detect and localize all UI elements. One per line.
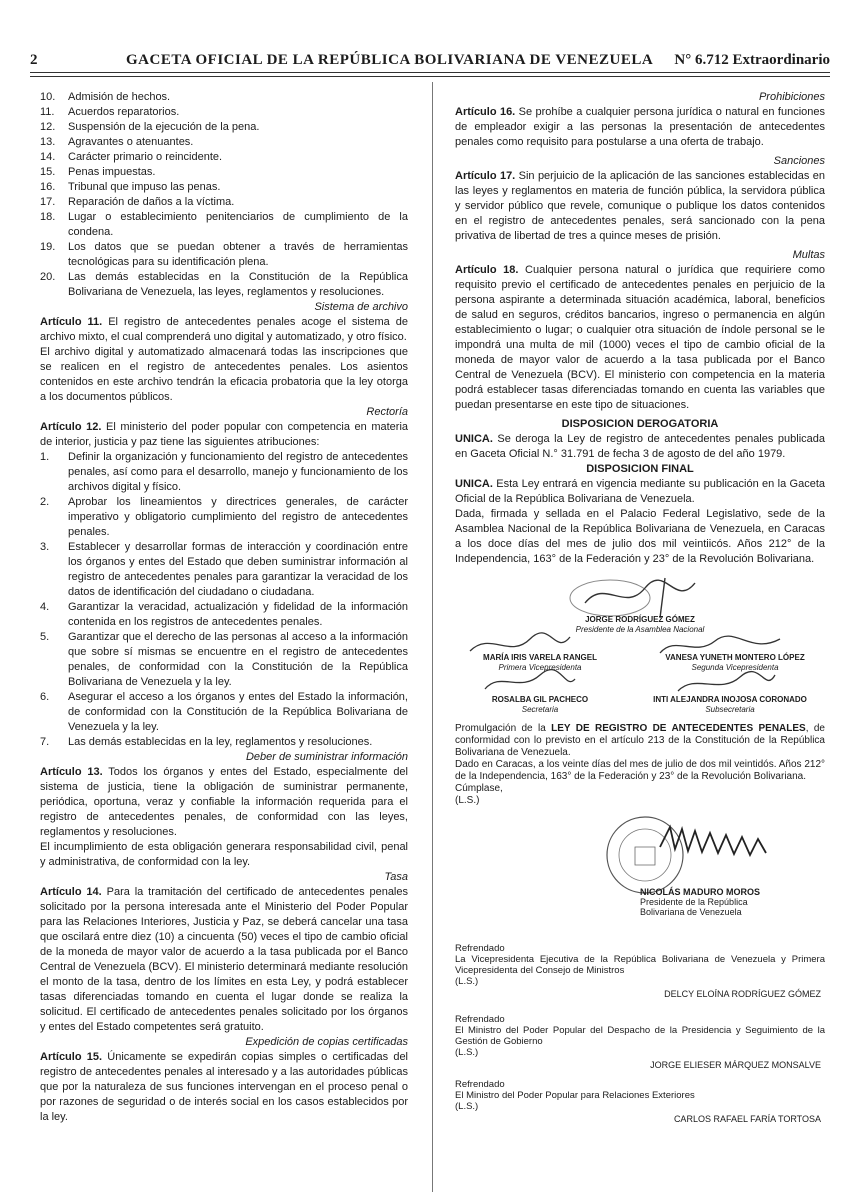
list-item-text: Admisión de hechos.	[68, 91, 171, 103]
section-heading: Expedición de copias certificadas	[245, 1036, 408, 1048]
list-item-text: Definir la organización y funcionamiento del registro de antecedentes penales, así como para el desarrollo, manejo y funcionamiento de los archivos digital y físico.	[68, 451, 408, 493]
assembly-signatures	[455, 573, 825, 723]
derogatory-title: DISPOSICION DEROGATORIA	[561, 418, 719, 430]
article-13: Artículo 13. Todos los órganos y entes del Estado, especialmente del sistema de justicia, tiene la obligación de suministrar permanente, periódica, oportuna, veraz y confiable la información requerida para el registro de antecedentes penales, de conformidad con las leyes, reglamentos y resoluciones.	[40, 766, 408, 838]
list-item-text: Suspensión de la ejecución de la pena.	[68, 121, 260, 133]
issue-number: N° 6.712 Extraordinario	[674, 52, 830, 68]
refrendado-label: Refrendado	[455, 1014, 505, 1025]
list-item	[40, 600, 408, 630]
refrendado-minister-presidency: El Ministro del Poder Popular del Despacho de la Presidencia y Seguimiento de la Gestión de Gobierno	[455, 1025, 825, 1047]
list-item-number: 11.	[40, 106, 55, 118]
list-item-text: Garantizar la veracidad, actualización y fidelidad de la información contenida en los registros de antecedentes penales.	[68, 601, 408, 628]
list-item	[40, 180, 408, 195]
seal-note: (L.S.)	[455, 1047, 479, 1058]
list-item-number: 6.	[40, 691, 50, 703]
signature-first-vp: MARÍA IRIS VARELA RANGEL Primera Vicepresidenta	[483, 653, 597, 672]
list-item-number: 5.	[40, 631, 50, 643]
list-item	[40, 270, 408, 300]
derogatory-provision: UNICA. Se deroga la Ley de registro de antecedentes penales publicada en Gaceta Oficial N.° 31.791 de fecha 3 de agosto de del año 1979.	[455, 433, 825, 460]
list-item-text: Las demás establecidas en la Constitución de la República Bolivariana de Venezuela, las leyes, reglamentos y resoluciones.	[68, 271, 408, 298]
list-item-text: Asegurar el acceso a los órganos y entes del Estado la información, de conformidad con la Constitución de la República Bolivariana de Venezuela y la ley.	[68, 691, 408, 733]
final-provision: UNICA. Esta Ley entrará en vigencia mediante su publicación en la Gaceta Oficial de la República Bolivariana de Venezuela.	[455, 478, 825, 505]
refrendado-vicepresident-name: DELCY ELOÍNA RODRÍGUEZ GÓMEZ	[664, 989, 821, 999]
list-item-text: Carácter primario o reincidente.	[68, 151, 223, 163]
header-rule	[30, 72, 830, 73]
seal-note: (L.S.)	[455, 795, 480, 806]
article-16: Artículo 16. Se prohíbe a cualquier persona jurídica o natural en funciones de empleador exigir a las personas la presentación de antecedentes penales como requisito para postularse a una oferta de trabajo.	[455, 106, 825, 148]
seal-note: (L.S.)	[455, 1101, 479, 1112]
signature-secretary: ROSALBA GIL PACHECO Secretaria	[491, 695, 589, 714]
gazette-title: GACETA OFICIAL DE LA REPÚBLICA BOLIVARIANA DE VENEZUELA	[126, 52, 654, 68]
article-11-paragraph: El archivo digital y automatizado almacenará todas las inscripciones que se realicen en el registro de antecedentes penales. Los asientos contenidos en este archivo tendrán la eficacia probatoria que la ley otorga a los documentos públicos.	[40, 346, 408, 403]
presidential-seal-icon	[600, 807, 820, 897]
list-item	[40, 540, 408, 600]
list-item-text: Penas impuestas.	[68, 166, 156, 178]
right-column	[455, 90, 825, 1127]
list-item	[40, 210, 408, 240]
section-heading: Sistema de archivo	[314, 301, 408, 313]
final-title: DISPOSICION FINAL	[586, 463, 694, 475]
section-heading: Tasa	[384, 871, 408, 883]
list-item-number: 16.	[40, 181, 56, 193]
signature-subsecretary: INTI ALEJANDRA INOJOSA CORONADO Subsecretaria	[653, 695, 807, 714]
section-heading: Prohibiciones	[758, 91, 825, 103]
list-item	[40, 735, 408, 750]
list-item-text: Acuerdos reparatorios.	[68, 106, 180, 118]
list-item-text: Lugar o establecimiento penitenciarios de cumplimiento de la condena.	[68, 211, 408, 238]
list-item-text: Las demás establecidas en la ley, reglamentos y resoluciones.	[68, 736, 373, 748]
list-item	[40, 630, 408, 690]
seal-note: (L.S.)	[455, 976, 479, 987]
list-item-number: 7.	[40, 736, 50, 748]
section-heading: Multas	[792, 249, 825, 261]
section-heading: Deber de suministrar información	[245, 751, 408, 763]
article-10-item-list	[40, 90, 408, 300]
list-item-text: Reparación de daños a la víctima.	[68, 196, 235, 208]
list-item-text: Establecer y desarrollar formas de interacción y coordinación entre los órganos y entes del Estado que deben suministrar información al registro de antecedentes penales para garantizar la veracidad de los datos de identificación del ciudadano o ciudadana.	[68, 541, 408, 598]
gazette-header	[30, 52, 830, 74]
refrendado-minister-presidency-name: JORGE ELIESER MÁRQUEZ MONSALVE	[650, 1060, 821, 1070]
section-heading: Sanciones	[773, 155, 825, 167]
section-heading: Rectoría	[366, 406, 408, 418]
list-item-number: 2.	[40, 496, 50, 508]
list-item	[40, 690, 408, 735]
list-item-number: 4.	[40, 601, 50, 613]
list-item-number: 18.	[40, 211, 56, 223]
list-item-number: 13.	[40, 136, 56, 148]
list-item	[40, 120, 408, 135]
cumplase: Cúmplase,	[455, 783, 503, 794]
signature-second-vp: VANESA YUNETH MONTERO LÓPEZ Segunda Vicepresidenta	[665, 653, 805, 672]
refrendado-label: Refrendado	[455, 1079, 505, 1090]
article-18: Artículo 18. Cualquier persona natural o jurídica que requiriere como requisito previo el certificado de antecedentes penales en perjuicio de la persona aspirante a determinada situación académica, laboral, beneficios de salud en seguros, créditos bancarios, ingreso o permanencia en algún establecimiento o lugar; o cualquier otra situación de índole personal se le impondrá una multa de mil (1000) veces el tipo de cambio oficial de la moneda de mayor valor de acuerdo a la tasa publicada por el Banco Central de Venezuela (BCV). El ministerio con competencia en la materia podrá establecer tasas diferenciadas tomando en cuenta las variables que puedan presentarse en este tipo de situaciones.	[455, 264, 825, 411]
list-item	[40, 495, 408, 540]
list-item	[40, 135, 408, 150]
list-item-number: 17.	[40, 196, 56, 208]
article-17: Artículo 17. Sin perjuicio de la aplicación de las sanciones establecidas en las leyes y reglamentos en materia de función pública, la servidora pública y servidor público que revele, comunique o publique los datos contenidos en el registro de antecedentes penales, será sancionado con la pena privativa de libertad de tres a quince meses de prisión.	[455, 170, 826, 242]
article-13-paragraph: El incumplimiento de esta obligación generara responsabilidad civil, penal y administrativa, de conformidad con la ley.	[40, 841, 408, 868]
list-item-number: 14.	[40, 151, 56, 163]
list-item	[40, 105, 408, 120]
list-item-number: 10.	[40, 91, 56, 103]
list-item-text: Agravantes o atenuantes.	[68, 136, 194, 148]
list-item-text: Los datos que se puedan obtener a través de herramientas tecnológicas para su identificación plena.	[68, 241, 408, 268]
article-15: Artículo 15. Únicamente se expedirán copias simples o certificadas del registro de antecedentes penales al interesado y a las autoridades públicas que por la naturaleza de sus funciones intervengan en el proceso penal o por razones de seguridad o de interés social en los casos establecidos por la ley.	[40, 1051, 409, 1123]
list-item	[40, 150, 408, 165]
list-item-number: 20.	[40, 271, 56, 283]
page-number: 2	[30, 52, 38, 68]
article-11: Artículo 11. El registro de antecedentes penales acoge el sistema de archivo mixto, el cual comprenderá uno digital y automatizado, y otro físico.	[40, 316, 409, 343]
president-signature	[455, 807, 825, 937]
signature-president-assembly: JORGE RODRÍGUEZ GÓMEZ Presidente de la Asamblea Nacional	[575, 615, 705, 634]
refrendado-minister-foreign-name: CARLOS RAFAEL FARÍA TORTOSA	[673, 1114, 821, 1124]
list-item-text: Garantizar que el derecho de las personas al acceso a la información que sobre sí mismas se encuentre en el registro de antecedentes penales, de conformidad con la Constitución de la República Bolivariana de Venezuela y la ley.	[68, 631, 408, 688]
article-12: Artículo 12. El ministerio del poder popular con competencia en materia de interior, justicia y paz tiene las siguientes atribuciones:	[40, 421, 409, 448]
president-name-block: NICOLÁS MADURO MOROS Presidente de la República Bolivariana de Venezuela	[640, 887, 760, 917]
list-item	[40, 240, 408, 270]
refrendado-vicepresident: La Vicepresidenta Ejecutiva de la República Bolivariana de Venezuela y Primera Vicepresidenta del Consejo de Ministros	[455, 954, 825, 976]
list-item	[40, 90, 408, 105]
list-item-number: 3.	[40, 541, 50, 553]
refrendado-minister-foreign: El Ministro del Poder Popular para Relaciones Exteriores	[455, 1090, 695, 1101]
header-rule-2	[30, 76, 830, 77]
list-item-number: 12.	[40, 121, 56, 133]
refrendado-label: Refrendado	[455, 943, 505, 954]
list-item	[40, 165, 408, 180]
list-item-number: 15.	[40, 166, 56, 178]
left-column	[40, 90, 408, 1125]
list-item-text: Tribunal que impuso las penas.	[68, 181, 221, 193]
list-item-text: Aprobar los lineamientos y directrices generales, de carácter imperativo y obligatorio cumplimiento del registro de antecedentes penales.	[68, 496, 408, 538]
list-item	[40, 450, 408, 495]
article-12-item-list	[40, 450, 408, 750]
list-item-number: 19.	[40, 241, 56, 253]
signing-statement: Dada, firmada y sellada en el Palacio Federal Legislativo, sede de la Asamblea Nacional de la República Bolivariana de Venezuela, en Caracas a los doce días del mes de julio dos mil veintiicós. Años 212° de la Independencia, 163° de la Federación y 23° de la Revolución Bolivariana.	[455, 508, 825, 565]
list-item	[40, 195, 408, 210]
article-14: Artículo 14. Para la tramitación del certificado de antecedentes penales solicitado por la persona interesada ante el Ministerio del Poder Popular para las Relaciones Interiores, Justicia y Paz, se deberá cancelar una tasa que oscilará entre diez (10) a cincuenta (50) veces el tipo de cambio oficial de la moneda de mayor valor de acuerdo a la tasa publicada por el Banco Central de Venezuela (BCV). El ministerio determinará mediante resolución el monto de la tasa, dentro de los límites en esta Ley, y podrá establecer tasas diferenciadas tomando en cuenta el lugar donde se realiza la solicitud. El certificado de antecedentes penales solicitado por los órganos y entes del Estado competentes será gratuito.	[40, 886, 408, 1033]
promulgation-date: Dado en Caracas, a los veinte días del mes de julio de dos mil veintidós. Años 212° de la Independencia, 163° de la Federación y 23° de la Revolución Bolivariana.	[455, 759, 825, 782]
column-divider	[432, 82, 433, 1192]
promulgation-text: Promulgación de la LEY DE REGISTRO DE ANTECEDENTES PENALES, de conformidad con lo previsto en el artículo 213 de la Constitución de la República Bolivariana de Venezuela.	[455, 723, 825, 758]
list-item-number: 1.	[40, 451, 50, 463]
